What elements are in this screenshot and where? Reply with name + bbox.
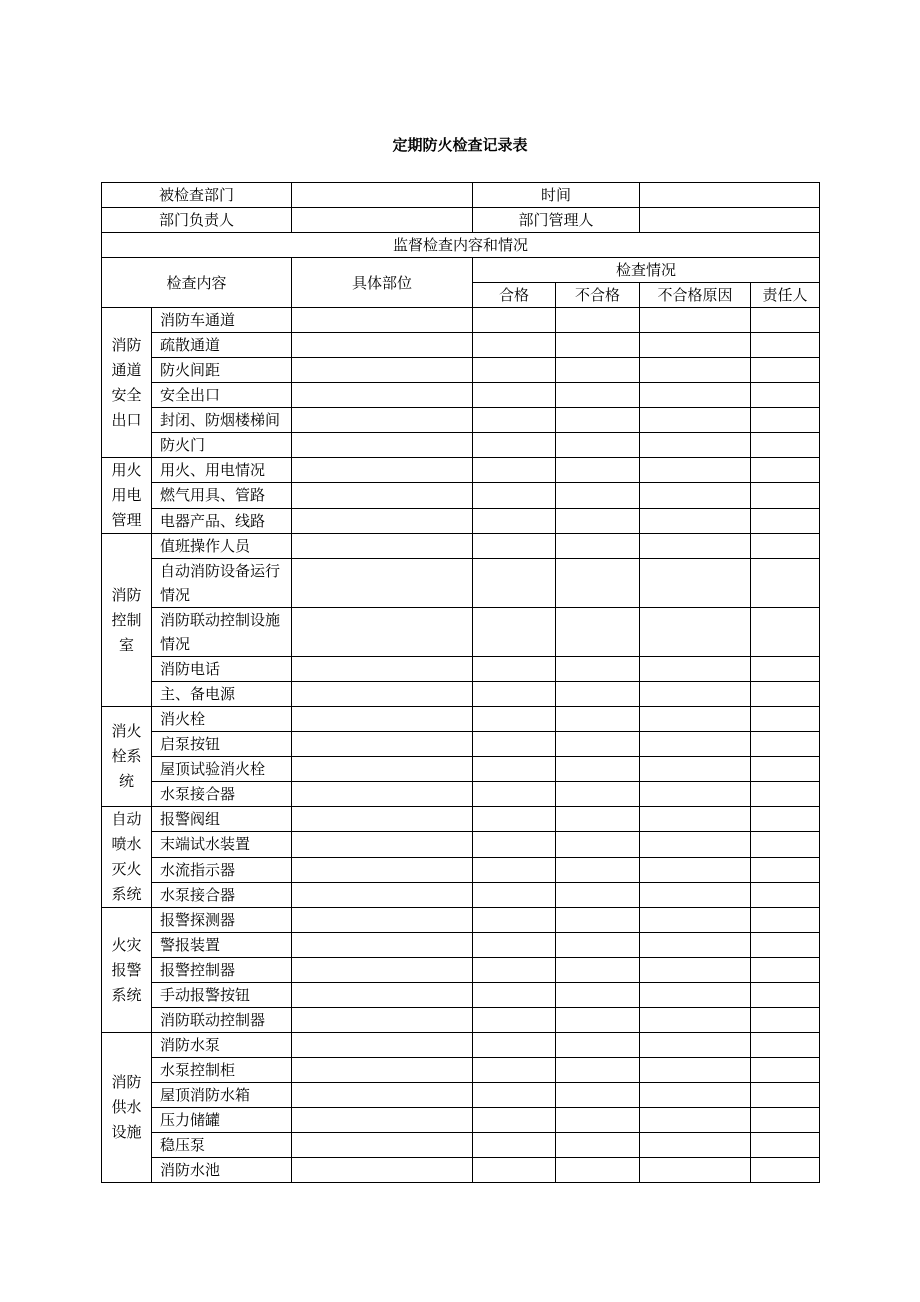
location-cell[interactable] (292, 458, 473, 483)
responsible-cell[interactable] (751, 559, 820, 608)
pass-cell[interactable] (473, 807, 556, 832)
fail-cell[interactable] (556, 682, 640, 707)
table-row (102, 933, 820, 958)
fail-cell[interactable] (556, 983, 640, 1008)
table-row (102, 458, 820, 483)
pass-cell[interactable] (473, 1008, 556, 1033)
fail-cell[interactable] (556, 1133, 640, 1158)
fail-reason-cell[interactable] (640, 857, 751, 882)
responsible-cell[interactable] (751, 1008, 820, 1033)
location-cell[interactable] (292, 1158, 473, 1183)
pass-cell[interactable] (473, 908, 556, 933)
pass-cell[interactable] (473, 508, 556, 533)
col-fail-header: 不合格 (556, 283, 640, 308)
fail-cell[interactable] (556, 657, 640, 682)
responsible-cell[interactable] (751, 983, 820, 1008)
fail-cell[interactable] (556, 1083, 640, 1108)
fail-cell[interactable] (556, 333, 640, 358)
fail-cell[interactable] (556, 1108, 640, 1133)
table-row (102, 882, 820, 907)
check-item: 压力储罐 (152, 1108, 292, 1133)
fail-reason-cell[interactable] (640, 508, 751, 533)
column-header-row-1 (102, 258, 820, 283)
check-item: 电器产品、线路 (152, 508, 292, 533)
responsible-cell[interactable] (751, 707, 820, 732)
fail-cell[interactable] (556, 933, 640, 958)
section-name: 火灾报警系统 (102, 908, 152, 1033)
pass-cell[interactable] (473, 983, 556, 1008)
responsible-cell[interactable] (751, 782, 820, 807)
pass-cell[interactable] (473, 757, 556, 782)
check-item: 报警探测器 (152, 908, 292, 933)
fail-reason-cell[interactable] (640, 732, 751, 757)
check-item: 防火门 (152, 433, 292, 458)
pass-cell[interactable] (473, 857, 556, 882)
pass-cell[interactable] (473, 433, 556, 458)
check-item: 自动消防设备运行情况 (152, 559, 292, 608)
responsible-cell[interactable] (751, 1108, 820, 1133)
check-item: 防火间距 (152, 358, 292, 383)
table-row (102, 383, 820, 408)
responsible-cell[interactable] (751, 857, 820, 882)
check-item: 消防车通道 (152, 308, 292, 333)
manager-value-cell[interactable] (640, 208, 820, 233)
fail-cell[interactable] (556, 707, 640, 732)
fail-cell[interactable] (556, 1008, 640, 1033)
location-cell[interactable] (292, 1058, 473, 1083)
time-label: 时间 (473, 183, 640, 208)
check-item: 消防电话 (152, 657, 292, 682)
location-cell[interactable] (292, 958, 473, 983)
check-item: 警报装置 (152, 933, 292, 958)
head-value-cell[interactable] (292, 208, 473, 233)
location-cell[interactable] (292, 757, 473, 782)
responsible-cell[interactable] (751, 657, 820, 682)
pass-cell[interactable] (473, 732, 556, 757)
location-cell[interactable] (292, 358, 473, 383)
fail-reason-cell[interactable] (640, 983, 751, 1008)
location-cell[interactable] (292, 908, 473, 933)
section-name: 消防控制室 (102, 534, 152, 707)
fail-reason-cell[interactable] (640, 682, 751, 707)
location-cell[interactable] (292, 534, 473, 559)
fail-reason-cell[interactable] (640, 782, 751, 807)
fail-cell[interactable] (556, 757, 640, 782)
fail-reason-cell[interactable] (640, 308, 751, 333)
fail-reason-cell[interactable] (640, 1083, 751, 1108)
responsible-cell[interactable] (751, 508, 820, 533)
pass-cell[interactable] (473, 782, 556, 807)
pass-cell[interactable] (473, 358, 556, 383)
pass-cell[interactable] (473, 308, 556, 333)
fail-reason-cell[interactable] (640, 1033, 751, 1058)
responsible-cell[interactable] (751, 433, 820, 458)
fail-reason-cell[interactable] (640, 358, 751, 383)
fail-cell[interactable] (556, 882, 640, 907)
col-content-header: 检查内容 (102, 258, 292, 308)
check-item: 消防水池 (152, 1158, 292, 1183)
check-item: 消防联动控制器 (152, 1008, 292, 1033)
fail-reason-cell[interactable] (640, 1008, 751, 1033)
pass-cell[interactable] (473, 1108, 556, 1133)
fail-reason-cell[interactable] (640, 757, 751, 782)
table-row (102, 358, 820, 383)
table-row (102, 1033, 820, 1058)
location-cell[interactable] (292, 1133, 473, 1158)
check-item: 水泵控制柜 (152, 1058, 292, 1083)
table-row (102, 1058, 820, 1083)
location-cell[interactable] (292, 1083, 473, 1108)
responsible-cell[interactable] (751, 757, 820, 782)
responsible-cell[interactable] (751, 608, 820, 657)
check-item: 报警阀组 (152, 807, 292, 832)
fail-cell[interactable] (556, 308, 640, 333)
pass-cell[interactable] (473, 1133, 556, 1158)
table-row (102, 433, 820, 458)
fail-reason-cell[interactable] (640, 832, 751, 857)
fail-cell[interactable] (556, 559, 640, 608)
responsible-cell[interactable] (751, 807, 820, 832)
location-cell[interactable] (292, 807, 473, 832)
fail-cell[interactable] (556, 458, 640, 483)
responsible-cell[interactable] (751, 882, 820, 907)
location-cell[interactable] (292, 782, 473, 807)
section-name: 消防通道安全出口 (102, 308, 152, 458)
responsible-cell[interactable] (751, 458, 820, 483)
fail-reason-cell[interactable] (640, 1158, 751, 1183)
check-item: 启泵按钮 (152, 732, 292, 757)
table-row (102, 1008, 820, 1033)
header-row-head (102, 208, 820, 233)
col-status-header: 检查情况 (473, 258, 820, 283)
pass-cell[interactable] (473, 958, 556, 983)
fail-cell[interactable] (556, 383, 640, 408)
table-row (102, 559, 820, 608)
section-name: 消防供水设施 (102, 1033, 152, 1183)
fail-reason-cell[interactable] (640, 483, 751, 508)
table-row (102, 1133, 820, 1158)
time-value-cell[interactable] (640, 183, 820, 208)
inspection-table-body (102, 183, 820, 1183)
table-row (102, 1108, 820, 1133)
table-row (102, 682, 820, 707)
pass-cell[interactable] (473, 1083, 556, 1108)
fail-cell[interactable] (556, 408, 640, 433)
fail-reason-cell[interactable] (640, 433, 751, 458)
pass-cell[interactable] (473, 832, 556, 857)
responsible-cell[interactable] (751, 1133, 820, 1158)
section-name: 用火用电管理 (102, 458, 152, 534)
table-row (102, 857, 820, 882)
table-row (102, 958, 820, 983)
fail-cell[interactable] (556, 807, 640, 832)
fail-reason-cell[interactable] (640, 383, 751, 408)
fail-reason-cell[interactable] (640, 882, 751, 907)
responsible-cell[interactable] (751, 682, 820, 707)
responsible-cell[interactable] (751, 958, 820, 983)
location-cell[interactable] (292, 732, 473, 757)
fail-cell[interactable] (556, 1158, 640, 1183)
fail-reason-cell[interactable] (640, 657, 751, 682)
check-item: 稳压泵 (152, 1133, 292, 1158)
fail-cell[interactable] (556, 1058, 640, 1083)
location-cell[interactable] (292, 933, 473, 958)
location-cell[interactable] (292, 657, 473, 682)
fail-cell[interactable] (556, 732, 640, 757)
pass-cell[interactable] (473, 534, 556, 559)
location-cell[interactable] (292, 608, 473, 657)
responsible-cell[interactable] (751, 1083, 820, 1108)
location-cell[interactable] (292, 707, 473, 732)
check-item: 报警控制器 (152, 958, 292, 983)
responsible-cell[interactable] (751, 832, 820, 857)
pass-cell[interactable] (473, 458, 556, 483)
check-item: 消火栓 (152, 707, 292, 732)
fail-reason-cell[interactable] (640, 908, 751, 933)
location-cell[interactable] (292, 882, 473, 907)
fail-reason-cell[interactable] (640, 458, 751, 483)
fail-reason-cell[interactable] (640, 333, 751, 358)
dept-label: 被检查部门 (102, 183, 292, 208)
pass-cell[interactable] (473, 1158, 556, 1183)
check-item: 燃气用具、管路 (152, 483, 292, 508)
pass-cell[interactable] (473, 483, 556, 508)
fail-cell[interactable] (556, 508, 640, 533)
check-item: 末端试水装置 (152, 832, 292, 857)
location-cell[interactable] (292, 983, 473, 1008)
pass-cell[interactable] (473, 383, 556, 408)
check-item: 值班操作人员 (152, 534, 292, 559)
pass-cell[interactable] (473, 559, 556, 608)
pass-cell[interactable] (473, 707, 556, 732)
inspection-table (101, 182, 820, 1183)
fail-reason-cell[interactable] (640, 1058, 751, 1083)
table-row (102, 757, 820, 782)
check-item: 水流指示器 (152, 857, 292, 882)
fail-reason-cell[interactable] (640, 559, 751, 608)
responsible-cell[interactable] (751, 1158, 820, 1183)
responsible-cell[interactable] (751, 732, 820, 757)
responsible-cell[interactable] (751, 358, 820, 383)
col-fail-reason-header: 不合格原因 (640, 283, 751, 308)
table-row (102, 782, 820, 807)
location-cell[interactable] (292, 383, 473, 408)
location-cell[interactable] (292, 433, 473, 458)
pass-cell[interactable] (473, 333, 556, 358)
check-item: 消防水泵 (152, 1033, 292, 1058)
fail-reason-cell[interactable] (640, 408, 751, 433)
location-cell[interactable] (292, 408, 473, 433)
fail-reason-cell[interactable] (640, 707, 751, 732)
fail-cell[interactable] (556, 433, 640, 458)
location-cell[interactable] (292, 1033, 473, 1058)
table-row (102, 983, 820, 1008)
pass-cell[interactable] (473, 682, 556, 707)
fail-cell[interactable] (556, 782, 640, 807)
responsible-cell[interactable] (751, 483, 820, 508)
check-item: 消防联动控制设施情况 (152, 608, 292, 657)
fail-reason-cell[interactable] (640, 807, 751, 832)
table-row (102, 508, 820, 533)
responsible-cell[interactable] (751, 408, 820, 433)
table-row (102, 657, 820, 682)
table-row (102, 333, 820, 358)
responsible-cell[interactable] (751, 308, 820, 333)
fail-cell[interactable] (556, 1033, 640, 1058)
head-label: 部门负责人 (102, 208, 292, 233)
fail-reason-cell[interactable] (640, 608, 751, 657)
table-row (102, 608, 820, 657)
pass-cell[interactable] (473, 408, 556, 433)
fail-reason-cell[interactable] (640, 933, 751, 958)
responsible-cell[interactable] (751, 933, 820, 958)
check-item: 水泵接合器 (152, 782, 292, 807)
pass-cell[interactable] (473, 657, 556, 682)
table-row (102, 832, 820, 857)
location-cell[interactable] (292, 1008, 473, 1033)
table-row (102, 1083, 820, 1108)
table-row (102, 483, 820, 508)
pass-cell[interactable] (473, 1058, 556, 1083)
check-item: 疏散通道 (152, 333, 292, 358)
responsible-cell[interactable] (751, 534, 820, 559)
table-row (102, 707, 820, 732)
fail-cell[interactable] (556, 958, 640, 983)
location-cell[interactable] (292, 832, 473, 857)
supervision-label: 监督检查内容和情况 (102, 233, 820, 258)
responsible-cell[interactable] (751, 1033, 820, 1058)
dept-value-cell[interactable] (292, 183, 473, 208)
page-title: 定期防火检查记录表 (392, 136, 528, 154)
responsible-cell[interactable] (751, 383, 820, 408)
supervision-row (102, 233, 820, 258)
location-cell[interactable] (292, 857, 473, 882)
location-cell[interactable] (292, 1108, 473, 1133)
section-name: 自动喷水灭火系统 (102, 807, 152, 908)
fail-cell[interactable] (556, 832, 640, 857)
location-cell[interactable] (292, 508, 473, 533)
location-cell[interactable] (292, 483, 473, 508)
location-cell[interactable] (292, 333, 473, 358)
check-item: 主、备电源 (152, 682, 292, 707)
fail-cell[interactable] (556, 608, 640, 657)
table-row (102, 807, 820, 832)
col-location-header: 具体部位 (292, 258, 473, 308)
section-name: 消火栓系统 (102, 707, 152, 807)
header-row-dept (102, 183, 820, 208)
table-row (102, 534, 820, 559)
check-item: 屋顶试验消火栓 (152, 757, 292, 782)
responsible-cell[interactable] (751, 1058, 820, 1083)
pass-cell[interactable] (473, 882, 556, 907)
table-row (102, 1158, 820, 1183)
table-row (102, 408, 820, 433)
responsible-cell[interactable] (751, 333, 820, 358)
fail-cell[interactable] (556, 534, 640, 559)
location-cell[interactable] (292, 682, 473, 707)
location-cell[interactable] (292, 559, 473, 608)
check-item: 安全出口 (152, 383, 292, 408)
responsible-cell[interactable] (751, 908, 820, 933)
col-pass-header: 合格 (473, 283, 556, 308)
pass-cell[interactable] (473, 608, 556, 657)
fail-reason-cell[interactable] (640, 958, 751, 983)
pass-cell[interactable] (473, 933, 556, 958)
fail-reason-cell[interactable] (640, 1108, 751, 1133)
table-row (102, 308, 820, 333)
fail-reason-cell[interactable] (640, 534, 751, 559)
check-item: 封闭、防烟楼梯间 (152, 408, 292, 433)
fail-cell[interactable] (556, 857, 640, 882)
check-item: 手动报警按钮 (152, 983, 292, 1008)
check-item: 水泵接合器 (152, 882, 292, 907)
fail-reason-cell[interactable] (640, 1133, 751, 1158)
check-item: 屋顶消防水箱 (152, 1083, 292, 1108)
manager-label: 部门管理人 (473, 208, 640, 233)
location-cell[interactable] (292, 308, 473, 333)
table-row (102, 732, 820, 757)
col-responsible-header: 责任人 (751, 283, 820, 308)
fail-cell[interactable] (556, 358, 640, 383)
pass-cell[interactable] (473, 1033, 556, 1058)
table-row (102, 908, 820, 933)
check-item: 用火、用电情况 (152, 458, 292, 483)
fail-cell[interactable] (556, 908, 640, 933)
fail-cell[interactable] (556, 483, 640, 508)
